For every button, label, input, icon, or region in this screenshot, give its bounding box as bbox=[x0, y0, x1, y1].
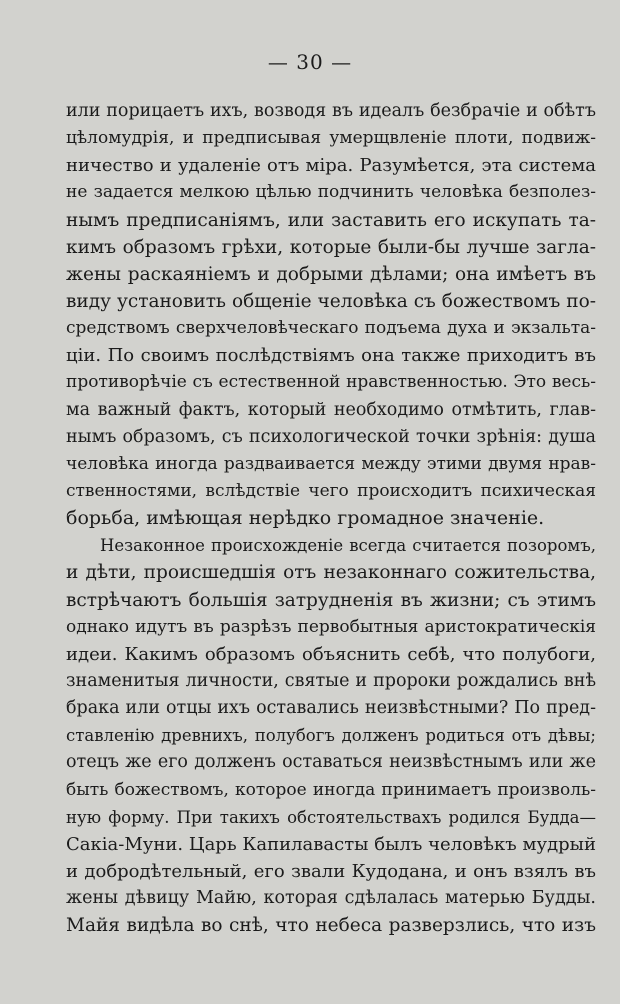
text-line: ничество и удаленіе отъ міра. Разумѣется, эта система bbox=[66, 155, 596, 177]
text-line: Незаконное происхожденіе всегда считается позоромъ, bbox=[100, 536, 596, 556]
text-line: нымъ предписаніямъ, или заставить его искупать та- bbox=[66, 209, 596, 231]
text-line: быть божествомъ, которое иногда принимаетъ произволь- bbox=[66, 779, 596, 800]
text-line: виду установить общеніе человѣка съ божествомъ по- bbox=[66, 290, 596, 312]
text-line: ціи. По своимъ послѣдствіямъ она также приходитъ въ bbox=[66, 345, 596, 367]
text-line: Сакіа-Муни. Царь Капилавасты былъ человѣкъ мудрый bbox=[66, 833, 596, 855]
text-line: отецъ же его долженъ оставаться неизвѣстнымъ или же bbox=[66, 752, 596, 773]
text-line: средствомъ сверхчеловѣческаго подъема духа и экзальта- bbox=[66, 318, 596, 339]
text-line: встрѣчаютъ большія затрудненія въ жизни; съ этимъ bbox=[66, 589, 596, 611]
text-line: жены раскаяніемъ и добрыми дѣлами; она имѣетъ въ bbox=[66, 263, 596, 285]
body-text bbox=[66, 98, 596, 939]
text-line: и дѣти, происшедшія отъ незаконнаго сожительства, bbox=[66, 562, 596, 584]
page-number: — 30 — bbox=[267, 50, 353, 74]
text-line: борьба, имѣющая нерѣдко громадное значеніе. bbox=[66, 507, 545, 530]
text-line: брака или отцы ихъ оставались неизвѣстными? По пред- bbox=[66, 698, 596, 719]
text-line: кимъ образомъ грѣхи, которые были-бы лучше загла- bbox=[66, 236, 596, 258]
text-line: жены дѣвицу Майю, которая сдѣлалась матерью Будды. bbox=[66, 888, 596, 909]
text-line: ственностями, вслѣдствіе чего происходитъ психическая bbox=[66, 480, 596, 501]
text-line: идеи. Какимъ образомъ объяснить себѣ, что полубоги, bbox=[66, 643, 596, 665]
text-line: Майя видѣла во снѣ, что небеса разверзлись, что изъ bbox=[66, 915, 596, 937]
text-line: ма важный фактъ, который необходимо отмѣтить, глав- bbox=[66, 399, 596, 420]
text-line: или порицаетъ ихъ, возводя въ идеалъ безбрачіе и обѣтъ bbox=[66, 101, 596, 121]
text-line: цѣломудрія, и предписывая умерщвленіе плоти, подвиж- bbox=[66, 128, 596, 149]
text-line: ную форму. При такихъ обстоятельствахъ родился Будда— bbox=[66, 807, 596, 827]
text-line: ставленію древнихъ, полубогъ долженъ родиться отъ дѣвы; bbox=[66, 726, 596, 746]
text-line: знаменитыя личности, святые и пророки рождались внѣ bbox=[66, 670, 596, 691]
text-line: противорѣчіе съ естественной нравственностью. Это весь- bbox=[66, 372, 596, 393]
text-line: и добродѣтельный, его звали Кудодана, и онъ взялъ въ bbox=[66, 860, 596, 882]
text-line: однако идутъ въ разрѣзъ первобытныя аристократическія bbox=[66, 616, 596, 637]
text-line: человѣка иногда раздваивается между этими двумя нрав- bbox=[66, 453, 596, 474]
text-line: нымъ образомъ, съ психологической точки зрѣнія: душа bbox=[66, 426, 596, 447]
text-line: не задается мелкою цѣлью подчинить человѣка безполез- bbox=[66, 182, 596, 203]
